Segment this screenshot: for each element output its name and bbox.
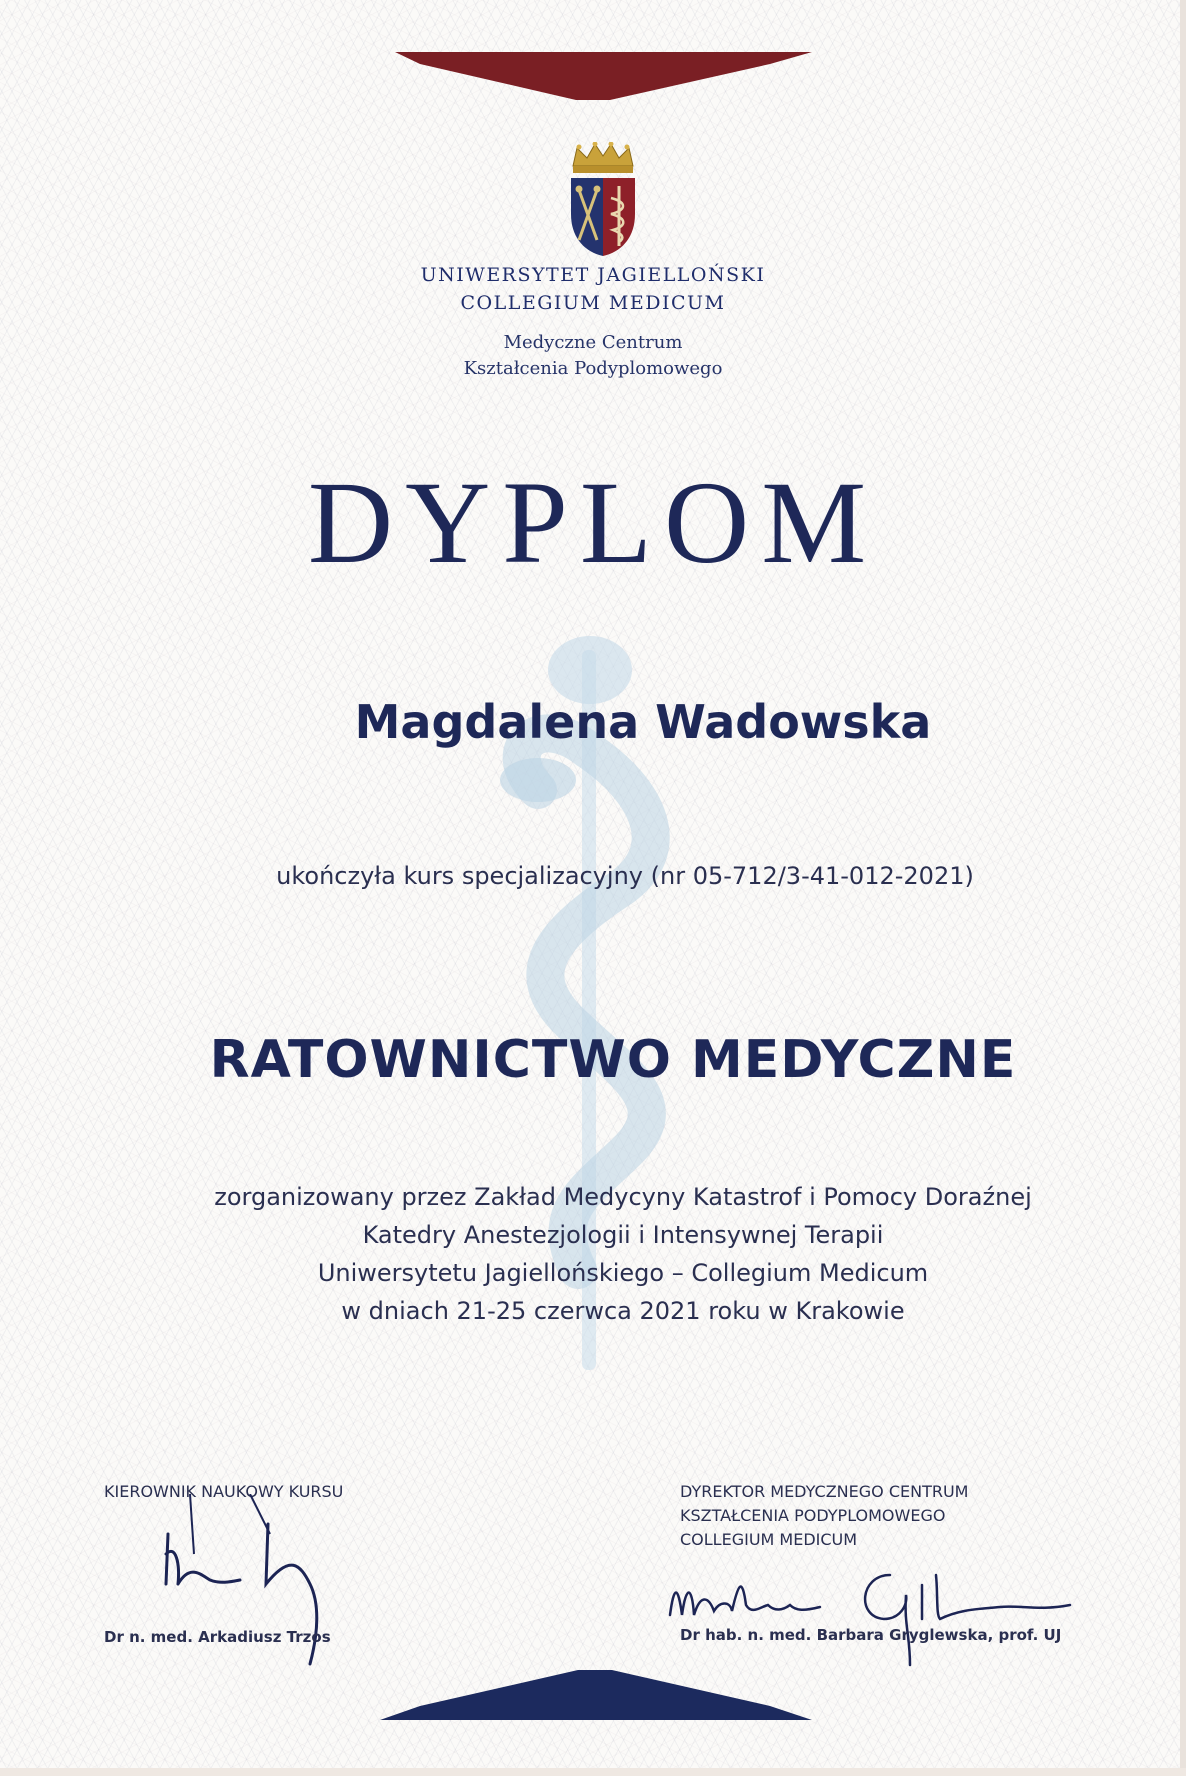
top-ribbon (0, 46, 1186, 104)
faculty-name: COLLEGIUM MEDICUM (460, 292, 726, 314)
right-signature-icon (660, 1545, 1080, 1675)
organizer-line: zorganizowany przez Zakład Medycyny Katastrof i Pomocy Doraźnej (214, 1183, 1032, 1211)
right-title-line: COLLEGIUM MEDICUM (680, 1530, 858, 1549)
organizer-line: w dniach 21-25 czerwca 2021 roku w Krakowie (341, 1297, 905, 1325)
right-title-line: KSZTAŁCENIA PODYPLOMOWEGO (680, 1506, 946, 1525)
center-name-line1: Medyczne Centrum (503, 332, 683, 353)
left-signatory-name: Dr n. med. Arkadiusz Trzos (104, 1628, 331, 1646)
right-title-line: DYREKTOR MEDYCZNEGO CENTRUM (680, 1482, 969, 1501)
organizer-line: Uniwersytetu Jagiellońskiego – Collegium Medicum (317, 1259, 929, 1287)
course-completion-line: ukończyła kurs specjalizacyjny (nr 05-712/3-41-012-2021) (276, 862, 974, 890)
bottom-ribbon (0, 1664, 1186, 1724)
right-signatory-name: Dr hab. n. med. Barbara Gryglewska, prof. UJ (680, 1626, 1062, 1644)
right-signatory-title (680, 1480, 968, 1552)
university-name: UNIWERSYTET JAGIELLOŃSKI (420, 264, 766, 286)
paper-edge (0, 1768, 1186, 1776)
recipient-name: Magdalena Wadowska (354, 695, 932, 749)
organizer-line: Katedry Anestezjologii i Intensywnej Terapii (362, 1221, 884, 1249)
course-name: RATOWNICTWO MEDYCZNE (209, 1030, 1017, 1090)
left-signatory-title: KIEROWNIK NAUKOWY KURSU (104, 1482, 344, 1501)
left-signature-icon (150, 1494, 350, 1674)
paper-edge (1180, 0, 1186, 1776)
diploma-title: DYPLOM (307, 457, 879, 588)
crest-icon (567, 142, 639, 260)
center-name-line2: Kształcenia Podyplomowego (463, 358, 723, 379)
organizer-block (0, 1178, 1186, 1330)
